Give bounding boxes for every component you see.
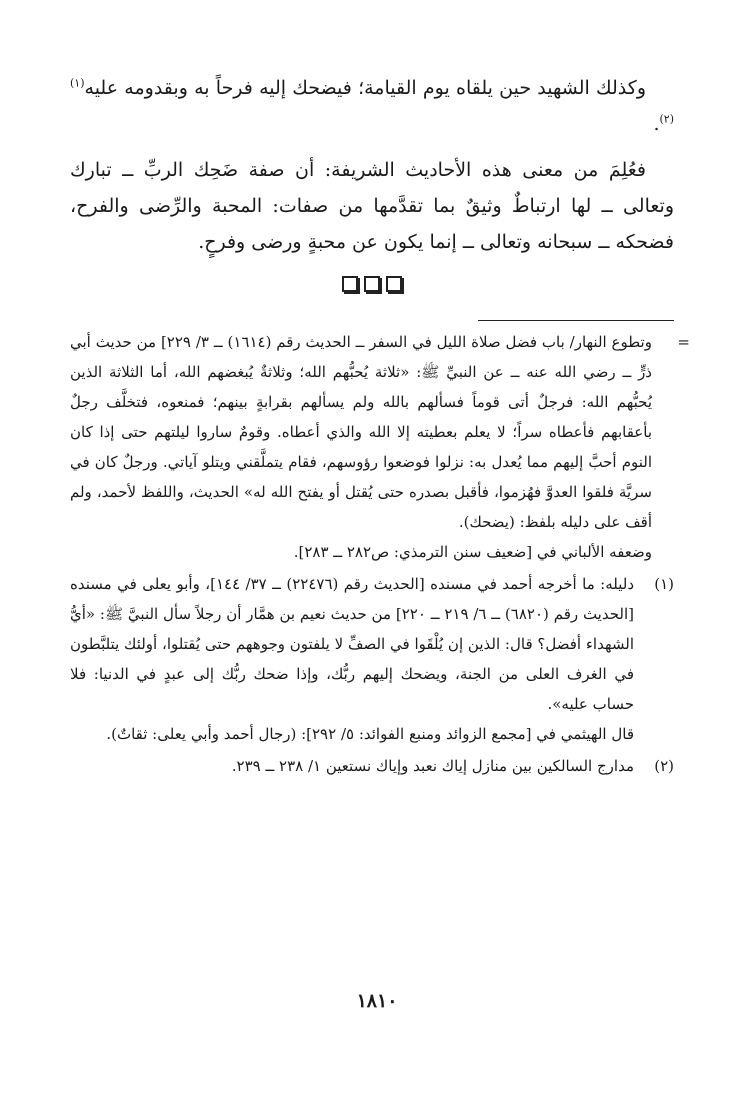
main-paragraph-1 (70, 70, 674, 142)
main-text (70, 70, 674, 260)
footnote-text: مدارج السالكين بين منازل إياك نعبد وإياك نستعين ١/ ٢٣٨ ــ ٢٣٩. (231, 757, 634, 775)
square-ornament-icon (364, 276, 380, 292)
footnote-rule (478, 320, 674, 321)
section-separator (70, 276, 674, 292)
continuation-marker: = (677, 333, 690, 351)
footnote-item-2 (70, 751, 674, 781)
footnote-number: (٢) (654, 757, 674, 775)
square-ornament-icon (386, 276, 402, 292)
footnote-item-1 (70, 569, 674, 749)
footnote-note: قال الهيثمي في [مجمع الزوائد ومنبع الفوائد: ٥/ ٢٩٢]: (رجال أحمد وأبي يعلى: ثقاتٌ). (106, 725, 634, 743)
footnote-number: (١) (654, 575, 674, 593)
footnote-continuation-note: وضعفه الألباني في [ضعيف سنن الترمذي: ص٢٨٢ ــ ٢٨٣]. (293, 543, 652, 561)
page-number: ١٨١٠ (356, 990, 398, 1012)
footnotes (70, 327, 690, 781)
page-body (70, 70, 690, 781)
footnote-refs: (١)(٢) (70, 76, 674, 126)
footnote-text: دليله: ما أخرجه أحمد في مسنده [الحديث رقم (٢٢٤٧٦) ــ ٣٧/ ١٤٤]، وأبو يعلى في مسنده [الحديث رقم (٦٨٢٠) ــ ٦/ ٢١٩ ــ ٢٢٠] من حديث نعيم بن همَّار أن رجلاً سأل النبيَّ ﷺ: «أيُّ الشهداء أفضل؟ قال: الذين إن يُلْقَوا في الصفِّ لا يلفتون وجوههم حتى يُقتلوا، أولئك يتلبَّطون في الغرف العلى من الجنة، ويضحك إليهم ربُّك، وإذا ضحك ربُّك إلى عبدٍ في الدنيا: فلا حساب عليه». (70, 575, 635, 713)
main-paragraph-1-end: . (653, 113, 660, 135)
main-paragraph-1-text: وكذلك الشهيد حين يلقاه يوم القيامة؛ فيضحك إليه فرحاً به وبقدومه عليه (84, 77, 646, 99)
footnote-continuation-text: وتطوع النهار/ باب فضل صلاة الليل في السفر ــ الحديث رقم (١٦١٤) ــ ٣/ ٢٢٩] من حديث أبي ذرٍّ ــ رضي الله عنه ــ عن النبيِّ ﷺ: «ثلاثة يُحبُّهم الله؛ وثلاثةٌ يُبغضهم الله، أما الثلاثة الذين يُحبُّهم الله: فرجلٌ أتى قوماً فسألهم بالله ولم يسألهم بقرابةٍ بينهم؛ فمنعوه، فتخلَّف رجلٌ بأعقابهم فأعطاه سراً؛ لا يعلم بعطيته إلا الله والذي أعطاه. وقومٌ ساروا ليلتهم حتى إذا كان النوم أحبَّ إليهم مما يُعدل به: نزلوا فوضعوا رؤوسهم، فقام يتملَّقني ويتلو آياتي. ورجلٌ كان في سريَّة فلقوا العدوَّ فهُزموا، فأقبل بصدره حتى يُقتل أو يفتح الله له» الحديث، واللفظ لأحمد، ولم أقف على دليله بلفظ: (يضحك). (70, 333, 652, 531)
main-paragraph-2: فعُلِمَ من معنى هذه الأحاديث الشريفة: أن صفة ضَحِك الربِّ ــ تبارك وتعالى ــ لها ارتباطٌ وثيقٌ بما تقدَّمها من صفات: المحبة والرِّضى والفرح، فضحكه ــ سبحانه وتعالى ــ إنما يكون عن محبةٍ ورضى وفرحٍ. (70, 159, 674, 253)
square-ornament-icon (342, 276, 358, 292)
footnote-continuation (70, 327, 690, 567)
